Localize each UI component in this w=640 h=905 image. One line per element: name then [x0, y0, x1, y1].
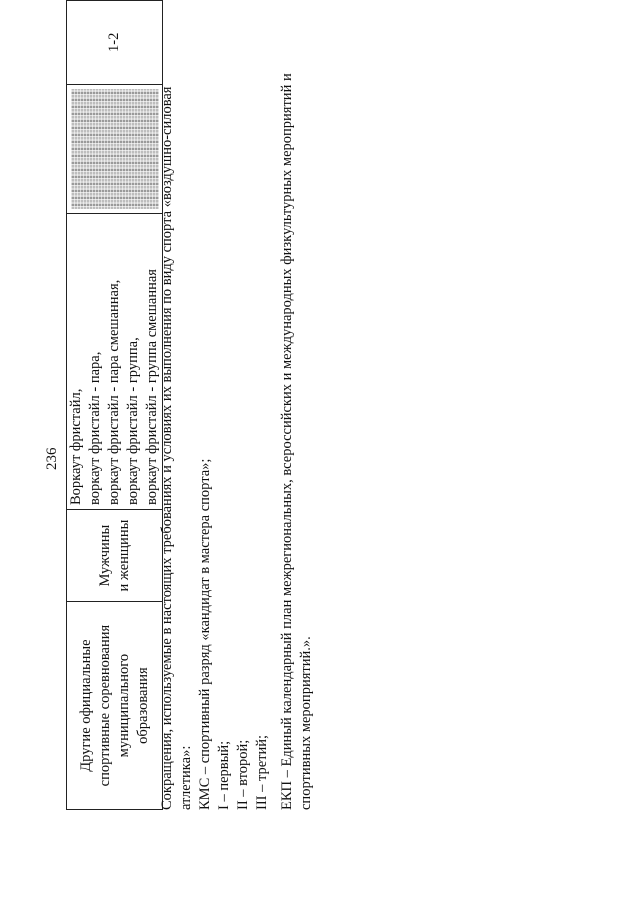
- discipline-line: воркаут фристайл - пара,: [87, 351, 103, 505]
- competition-line: спортивные соревнования: [96, 624, 113, 787]
- gender-cell: [67, 509, 163, 601]
- competition-line: Другие официальные: [77, 639, 94, 772]
- abbreviations-notes: [158, 50, 316, 810]
- notes-intro: Сокращения, используемые в настоящих требованиях и условиях их выполнения по виду спорта «воздушно-силовая атлетика»:: [159, 86, 194, 810]
- competition-level-cell: [67, 602, 163, 810]
- discipline-line: воркаут фристайл - группа,: [125, 337, 141, 505]
- gender-line: и женщины: [115, 519, 132, 592]
- discipline-line: Воркаут фристайл,: [68, 388, 84, 505]
- disciplines-cell: [67, 213, 163, 509]
- note-second: II – второй;: [235, 739, 251, 810]
- requirements-table: [66, 0, 163, 810]
- halftone-pattern: [71, 89, 159, 209]
- page-number: 236: [44, 447, 60, 470]
- note-kms: КМС – спортивный разряд «кандидат в мастера спорта»;: [197, 458, 213, 810]
- discipline-line: воркаут фристайл - группа смешанная: [144, 269, 160, 505]
- note-ekp: ЕКП – Единый календарный план межрегиональных, всероссийских и международных физкультурных мероприятий и спортивных мероприятий.».: [279, 73, 314, 810]
- note-third: III – третий;: [254, 734, 270, 810]
- table-row: [67, 1, 163, 810]
- gender-line: Мужчины: [96, 524, 113, 587]
- places-cell: 1-2: [67, 1, 163, 85]
- note-first: I – первый;: [216, 740, 232, 810]
- shaded-cell: [67, 84, 163, 213]
- competition-line: образования: [134, 667, 151, 744]
- discipline-line: воркаут фристайл - пара смешанная,: [106, 279, 122, 505]
- competition-line: муниципального: [115, 653, 132, 758]
